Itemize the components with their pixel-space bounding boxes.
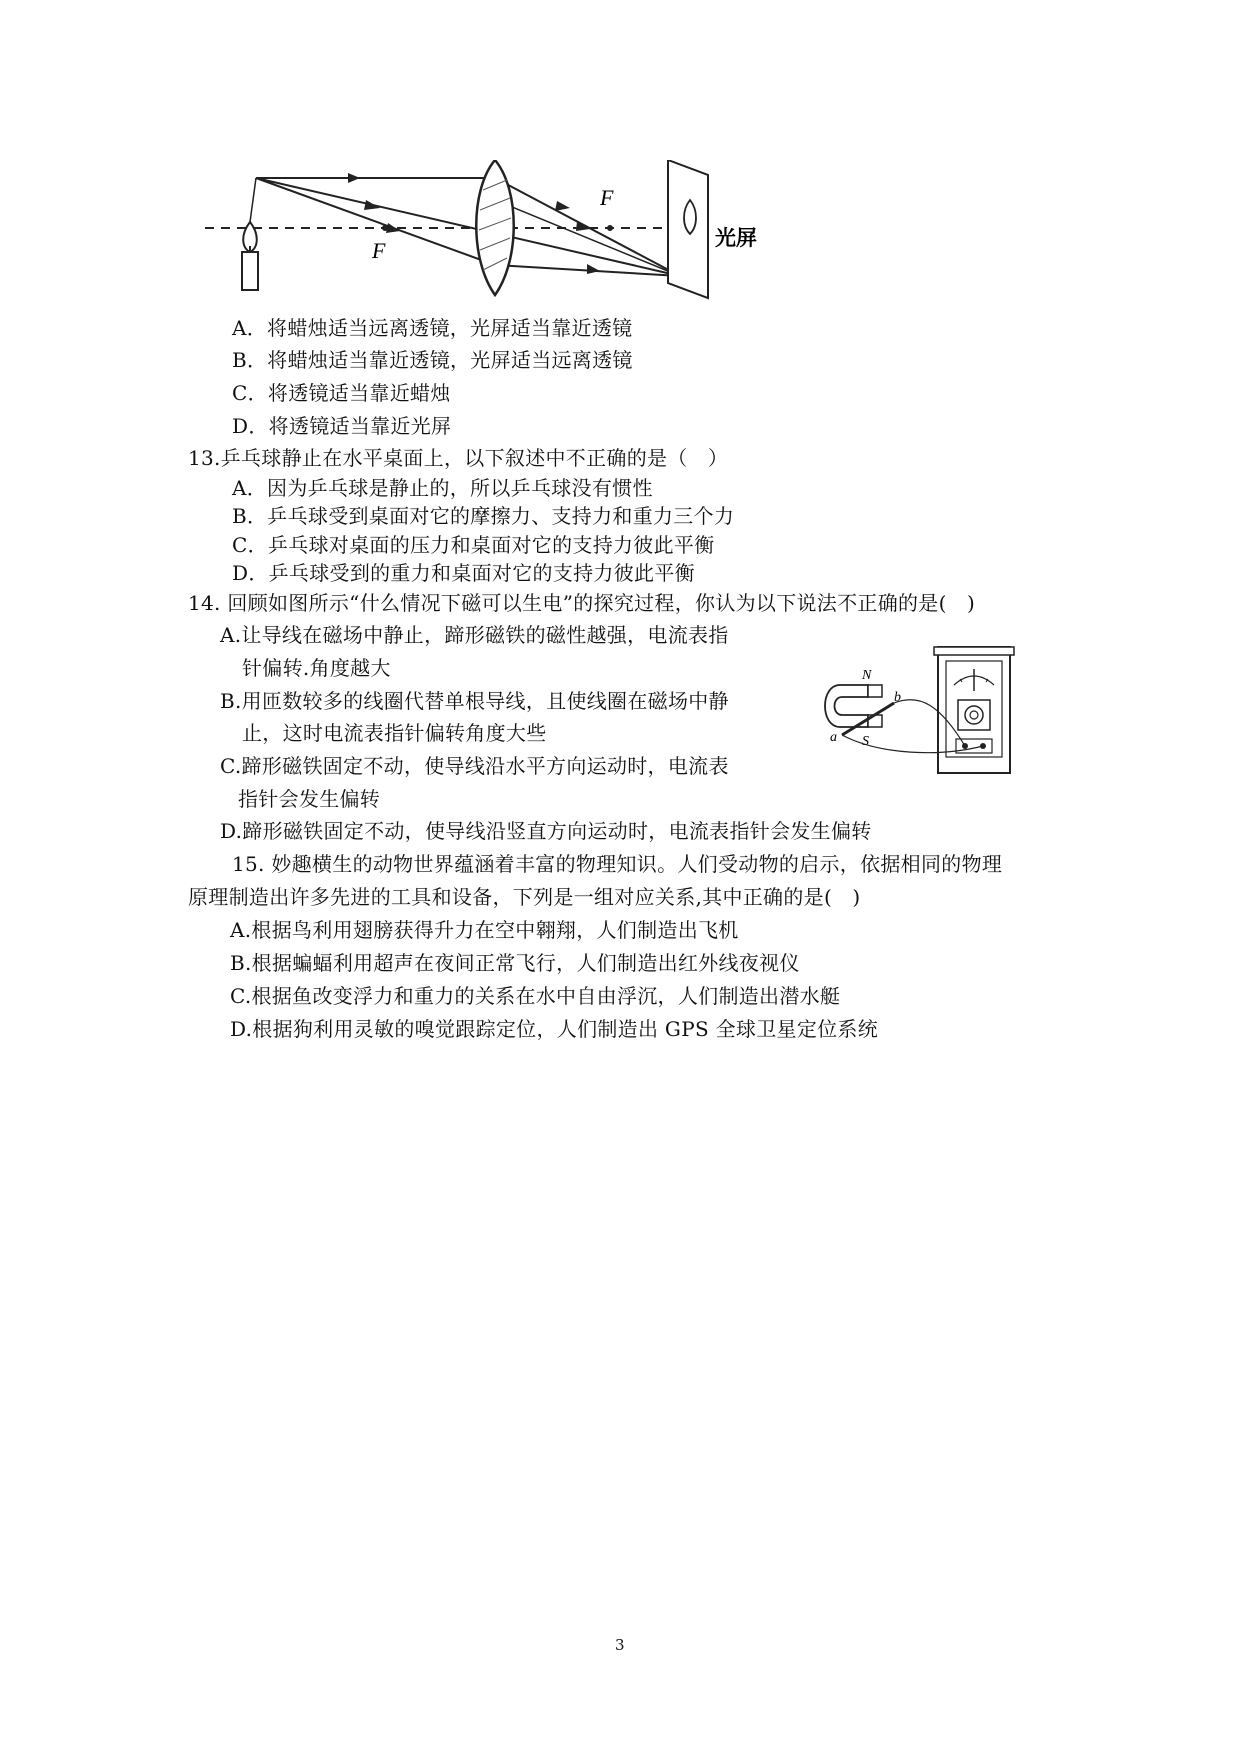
screen-label: 光屏 [715, 226, 757, 250]
arrow-icon [576, 221, 590, 231]
q15-option-a: A.根据鸟利用翅膀获得升力在空中翱翔，人们制造出飞机 [230, 918, 739, 942]
ray-refracted-1 [495, 178, 680, 276]
focus-label-right: F [600, 185, 614, 210]
focus-point-left [382, 225, 388, 231]
convex-lens-diagram [200, 160, 820, 300]
q14-option-b-line1: B.用匝数较多的线圈代替单根导线，且使线圈在磁场中静 [220, 689, 729, 713]
horseshoe-magnet [825, 685, 868, 727]
inverted-flame-image [684, 200, 696, 234]
q13-option-c: C．乒乓球对桌面的压力和桌面对它的支持力彼此平衡 [232, 533, 715, 557]
arrow-icon [364, 200, 380, 210]
q14-option-a-line1: A.让导线在磁场中静止，蹄形磁铁的磁性越强，电流表指 [220, 623, 729, 647]
arrow-icon [587, 264, 600, 274]
magnet-label-n: N [862, 668, 872, 683]
q12-option-c: C．将透镜适当靠近蜡烛 [232, 381, 451, 405]
conductor-label-b: b [894, 690, 901, 705]
candle-body [242, 252, 258, 290]
conductor-label-a: a [830, 730, 837, 745]
q14-option-a-line2: 针偏转.角度越大 [242, 656, 391, 680]
q15-option-d: D.根据狗利用灵敏的嗅觉跟踪定位，人们制造出 GPS 全球卫星定位系统 [230, 1017, 879, 1041]
q15-option-c: C.根据鱼改变浮力和重力的关系在水中自由浮沉，人们制造出潜水艇 [230, 984, 841, 1008]
object-ray-edge [250, 178, 256, 222]
q13-option-a: A．因为乒乓球是静止的，所以乒乓球没有惯性 [232, 476, 653, 500]
arrow-icon [348, 173, 360, 183]
page-number: 3 [615, 1636, 625, 1654]
q12-option-d: D．将透镜适当靠近光屏 [232, 414, 452, 438]
q14-stem: 14. 回顾如图所示“什么情况下磁可以生电”的探究过程，你认为以下说法不正确的是( ) [188, 591, 976, 615]
convex-lens [476, 160, 514, 295]
electromagnetic-induction-diagram [820, 645, 1020, 777]
q12-option-a: A．将蜡烛适当远离透镜，光屏适当靠近透镜 [232, 316, 633, 340]
q14-option-c-line1: C.蹄形磁铁固定不动，使导线沿水平方向运动时，电流表 [220, 754, 729, 778]
focus-point-right [607, 225, 613, 231]
focus-label-left: F [372, 238, 386, 263]
q15-stem-line1: 15. 妙趣横生的动物世界蕴涵着丰富的物理知识。人们受动物的启示，依据相同的物理 [232, 852, 1003, 876]
q12-option-b: B．将蜡烛适当靠近透镜，光屏适当远离透镜 [232, 348, 633, 372]
q13-stem: 13.乒乓球静止在水平桌面上，以下叙述中不正确的是（ ） [188, 446, 729, 470]
magnet-label-s: S [862, 734, 869, 749]
q15-stem-line2: 原理制造出许多先进的工具和设备，下列是一组对应关系,其中正确的是( ) [188, 885, 861, 909]
q13-option-b: B．乒乓球受到桌面对它的摩擦力、支持力和重力三个力 [232, 504, 735, 528]
q14-option-d: D.蹄形磁铁固定不动，使导线沿竖直方向运动时，电流表指针会发生偏转 [220, 819, 872, 843]
q15-option-b: B.根据蝙蝠利用超声在夜间正常飞行，人们制造出红外线夜视仪 [230, 951, 800, 975]
q14-option-c-line2: 指针会发生偏转 [238, 787, 381, 811]
q13-option-d: D．乒乓球受到的重力和桌面对它的支持力彼此平衡 [232, 561, 695, 585]
q14-option-b-line2: 止，这时电流表指针偏转角度大些 [242, 721, 547, 745]
arrow-icon [555, 201, 570, 211]
